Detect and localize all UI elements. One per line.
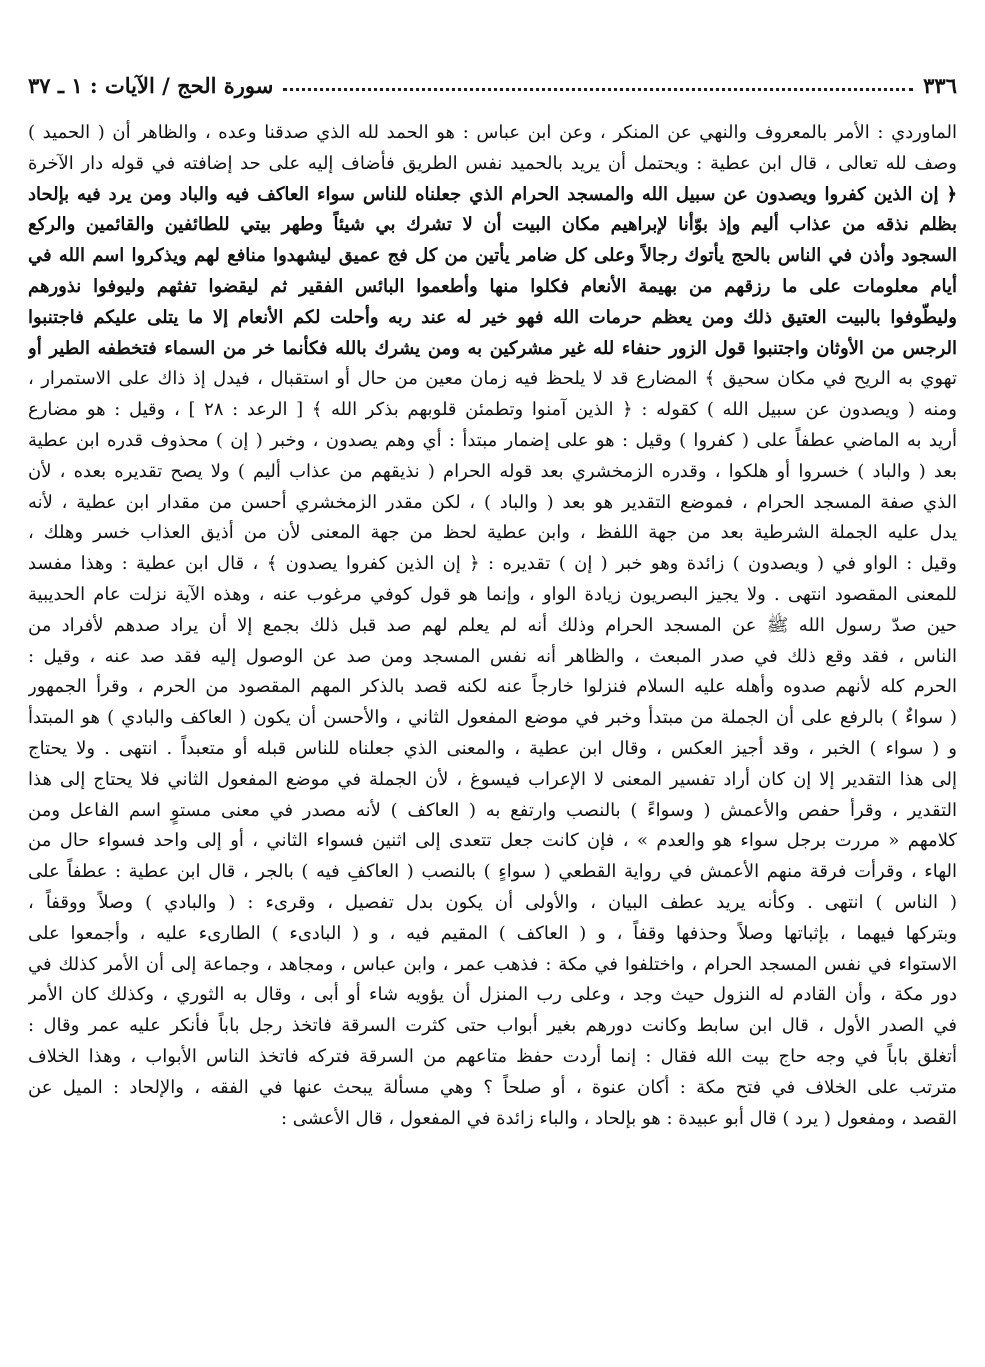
running-header: [28, 70, 957, 100]
text-line: دور مكة ، وأن القادم له النزول حيث وجد ، وعلى رب المنزل أن يؤويه شاء أو أبى ، وقال به الثوري ، وكذلك كان الأمر: [28, 984, 957, 1006]
body-text: [28, 118, 957, 1134]
text-line: الهاء ، وقرأت فرقة منهم الأعمش في رواية القطعي ( سواءٍ ) بالنصب ( العاكفِ فيه ) بالجر ، قال ابن عطية : عطفاً على: [28, 861, 957, 883]
text-line: الذي صفة المسجد الحرام ، فموضع التقدير هو بعد ( والباد ) ، لكن مقدر الزمخشري أحسن من مقدار ابن عطية ، لأنه: [28, 491, 957, 513]
text-line: حين صدّ رسول الله ﷺ عن المسجد الحرام وذلك أنه لم يعلم لهم صد قبل ذلك بجمع إلا أن يراد صدهم لأفراد من: [28, 614, 957, 636]
text-line: الحرم كله لأنهم صدوه وأهله عليه السلام فنزلوا خارجاً عنه لكنه قصد بالذكر المهم المقصود من الحرم ، وقرأ الجمهور: [28, 676, 957, 698]
text-line: يدل عليه الجملة الشرطية بعد من جهة اللفظ ، وابن عطية لحظ من جهة المعنى لأن من أذيق العذاب خسر وهلك ،: [28, 522, 957, 544]
text-line: وبتركها فيهما ، بإثباتها وصلاً وحذفها وقفاً ، و ( العاكف ) المقيم فيه ، و ( البادىء ) الطارىء عليه ، وأجمعوا على: [28, 922, 957, 944]
text-line: للمعنى المقصود انتهى . ولا يجيز البصريون زيادة الواو ، وإنما هو قول كوفي مرغوب عنه ، وهذه الآية نزلت عام الحديبية: [28, 583, 957, 605]
text-line: إلى هذا التقدير إلا إن كان أراد تفسير المعنى لا الإعراب فيسوغ ، لأن الجملة في موضع المفعول الثاني فلا يحتاج إلى هذا: [28, 768, 957, 790]
quran-verse-line: السجود وأذن في الناس بالحج يأتوك رجالاً وعلى كل ضامر يأتين من كل فج عميق ليشهدوا منافع لهم ويذكروا اسم الله في: [28, 245, 957, 267]
quran-verse-line: وليطّوفوا بالبيت العتيق ذلك ومن يعظم حرمات الله فهو خير له عند ربه وأحلت لكم الأنعام إلا ما يتلى عليكم فاجتنبوا: [28, 306, 957, 328]
text-line: الماوردي : الأمر بالمعروف والنهي عن المنكر ، وعن ابن عباس : هو الحمد لله الذي صدقنا وعده ، والظاهر أن ( الحميد ): [28, 122, 957, 143]
page-number: ٣٣٦: [923, 72, 957, 98]
header-leader-dots: [283, 86, 913, 91]
text-line: بعد ( والباد ) خسروا أو هلكوا ، وقدره الزمخشري بعد قوله الحرام ( نذيقهم من عذاب أليم ) ولا يصح تقديره بعده ، لأن: [28, 460, 957, 482]
text-line: كلامهم « مررت برجل سواء هو والعدم » ، فإن كانت جعل تتعدى إلى اثنين فسواء الثاني ، أو إلى واحد فسواء حال من: [28, 830, 957, 852]
text-line: ( سواءٌ ) بالرفع على أن الجملة من مبتدأ وخبر في موضع المفعول الثاني ، والأحسن أن يكون ( العاكف والبادي ) هو المبتدأ: [28, 707, 957, 729]
text-line: وصف لله تعالى ، قال ابن عطية : ويحتمل أن يريد بالحميد نفس الطريق فأضاف إليه على حد إضافته في قوله دار الآخرة: [28, 152, 957, 174]
quran-verse-line: الرجس من الأوثان واجتنبوا قول الزور حنفاء لله غير مشركين به ومن يشرك بالله فكأنما خر من السماء فتخطفه الطير أو: [28, 337, 957, 359]
text-line: تهوي به الريح في مكان سحيق ﴾ المضارع قد لا يلحظ فيه زمان معين من حال أو استقبال ، فيدل إذ ذاك على الاستمرار ،: [28, 368, 957, 390]
text-line: الاستواء في نفس المسجد الحرام ، واختلفوا في مكة : فذهب عمر ، وابن عباس ، ومجاهد ، وجماعة إلى أن الأمر كذلك في: [28, 953, 957, 975]
text-line: في الصدر الأول ، قال ابن سابط وكانت دورهم بغير أبواب حتى كثرت السرقة فاتخذ رجل باباً فأنكر عليه عمر وقال :: [28, 1015, 957, 1037]
text-line: و ( سواء ) الخبر ، وقد أجيز العكس ، وقال ابن عطية ، والمعنى الذي جعلناه للناس قبله أو متعبداً . انتهى . ولا يحتاج: [28, 737, 957, 759]
text-line: أتغلق باباً في وجه حاج بيت الله فقال : إنما أردت حفظ متاعهم من السرقة فتركه فاتخذ الناس الأبواب ، وهذا الخلاف: [28, 1045, 957, 1067]
text-line: ومنه ( ويصدون عن سبيل الله ) كقوله : ﴿ الذين آمنوا وتطمئن قلوبهم بذكر الله ﴾ [ الرعد : ٢٨ ] ، وقيل : هو مضارع: [28, 399, 957, 421]
text-line: التقدير ، وقرأ حفص والأعمش ( وسواءً ) بالنصب وارتفع به ( العاكف ) لأنه مصدر في معنى مستوٍ اسم الفاعل ومن: [28, 799, 957, 821]
text-line: القصد ، ومفعول ( يرد ) قال أبو عبيدة : هو بإلحاد ، والباء زائدة في المفعول ، قال الأعشى :: [280, 1107, 957, 1129]
text-line: ( الناس ) انتهى . وكأنه يريد عطف البيان ، والأولى أن يكون بدل تفصيل ، وقرىء : ( والبادي ) وصلاً ووقفاً ،: [28, 891, 957, 913]
text-line: وقيل : الواو في ( ويصدون ) زائدة وهو خبر ( إن ) تقديره : ﴿ إن الذين كفروا يصدون ﴾ ، قال ابن عطية : وهذا مفسد: [28, 553, 957, 575]
quran-verse-line: ﴿ إن الذين كفروا ويصدون عن سبيل الله والمسجد الحرام الذي جعلناه للناس سواء العاكف فيه والباد ومن يرد فيه بإلحاد: [28, 183, 957, 205]
quran-verse-line: أيام معلومات على ما رزقهم من بهيمة الأنعام فكلوا منها وأطعموا البائس الفقير ثم ليقضوا تفثهم وليوفوا نذورهم: [28, 275, 957, 297]
text-line: أريد به الماضي عطفاً على ( كفروا ) وقيل : هو على إضمار مبتدأ : أي وهم يصدون ، وخبر ( إن ) محذوف قدره ابن عطية: [28, 429, 957, 451]
header-title: سورة الحج / الآيات : ١ ـ ٣٧: [28, 72, 274, 98]
text-line: الناس ، فقد وقع ذلك في صدر المبعث ، والظاهر أنه نفس المسجد ومن صد عن الوصول إليه فقد صد عنه ، وقيل :: [28, 645, 957, 667]
text-line: مترتب على الخلاف في فتح مكة : أكان عنوة ، أو صلحاً ؟ وهي مسألة يبحث عنها في الفقه ، والإلحاد : الميل عن: [28, 1076, 957, 1098]
quran-verse-line: بظلم نذقه من عذاب أليم وإذ بوّأنا لإبراهيم مكان البيت أن لا تشرك بي شيئاً وطهر بيتي للطائفين والقائمين والركع: [28, 214, 957, 236]
